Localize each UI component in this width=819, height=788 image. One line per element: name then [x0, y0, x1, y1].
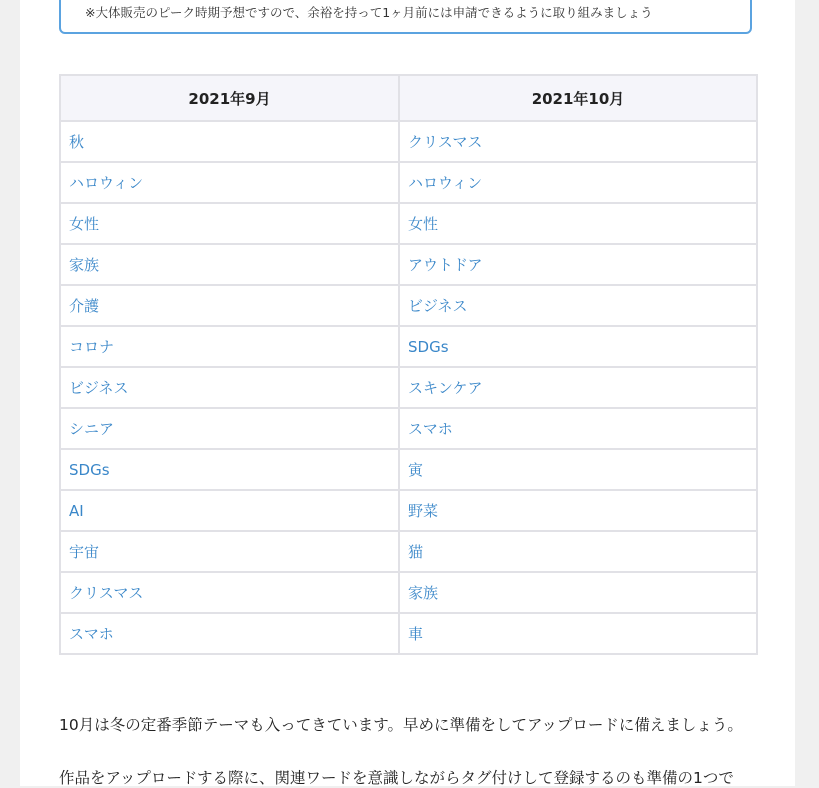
table-cell — [399, 490, 757, 531]
table-cell — [399, 121, 757, 162]
table-cell — [60, 285, 399, 326]
table-row — [60, 572, 757, 613]
table-cell — [399, 613, 757, 654]
keyword-link[interactable]: ハロウィン — [69, 174, 144, 192]
keyword-link[interactable]: ビジネス — [69, 379, 129, 397]
table-cell — [60, 531, 399, 572]
keyword-link[interactable]: 野菜 — [408, 502, 439, 520]
table-cell — [399, 162, 757, 203]
table-cell — [399, 244, 757, 285]
keyword-link[interactable]: SDGs — [69, 460, 110, 479]
table-cell — [60, 162, 399, 203]
keyword-link[interactable]: ビジネス — [408, 297, 468, 315]
keyword-link[interactable]: クリスマス — [408, 133, 483, 151]
table-row — [60, 490, 757, 531]
notice-box — [59, 0, 752, 34]
table-row — [60, 367, 757, 408]
keyword-link[interactable]: コロナ — [69, 338, 115, 356]
table-cell — [399, 367, 757, 408]
keyword-table — [59, 74, 758, 655]
keyword-link[interactable]: 車 — [408, 625, 424, 643]
table-cell — [60, 244, 399, 285]
keyword-link[interactable]: 寅 — [408, 461, 424, 479]
keyword-link[interactable]: スマホ — [69, 625, 114, 643]
table-row — [60, 244, 757, 285]
table-cell — [60, 449, 399, 490]
notice-text: ※大体販売のピーク時期予想ですので、余裕を持って1ヶ月前には申請できるように取り組みましょう — [85, 5, 653, 20]
table-row — [60, 408, 757, 449]
column-header-oct: 2021年10月 — [399, 75, 757, 121]
keyword-link[interactable]: アウトドア — [408, 256, 483, 274]
body-paragraph: 作品をアップロードする際に、関連ワードを意識しながらタグ付けして登録するのも準備の1つで — [59, 769, 734, 787]
table-cell — [399, 449, 757, 490]
keyword-link[interactable]: クリスマス — [69, 584, 144, 602]
table-cell — [399, 572, 757, 613]
keyword-link[interactable]: 女性 — [408, 215, 439, 233]
table-row — [60, 449, 757, 490]
table-cell — [60, 490, 399, 531]
table-row — [60, 162, 757, 203]
table-row — [60, 326, 757, 367]
table-cell — [60, 326, 399, 367]
table-cell — [399, 531, 757, 572]
keyword-link[interactable]: 宇宙 — [69, 543, 100, 561]
body-paragraph: 10月は冬の定番季節テーマも入ってきています。早めに準備をしてアップロードに備えましょう。 — [59, 716, 743, 734]
keyword-link[interactable]: 介護 — [69, 297, 100, 315]
table-cell — [60, 203, 399, 244]
article-content — [20, 0, 795, 786]
keyword-link[interactable]: ハロウィン — [408, 174, 483, 192]
keyword-link[interactable]: 秋 — [69, 133, 85, 151]
table-cell — [60, 408, 399, 449]
table-cell — [399, 203, 757, 244]
keyword-link[interactable]: SDGs — [408, 337, 449, 356]
table-row — [60, 613, 757, 654]
table-row — [60, 285, 757, 326]
keyword-link[interactable]: スマホ — [408, 420, 453, 438]
column-header-sep: 2021年9月 — [60, 75, 399, 121]
keyword-link[interactable]: 家族 — [69, 256, 100, 274]
keyword-link[interactable]: 女性 — [69, 215, 100, 233]
keyword-link[interactable]: 猫 — [408, 543, 424, 561]
keyword-link[interactable]: AI — [69, 501, 84, 520]
keyword-link[interactable]: スキンケア — [408, 379, 483, 397]
table-row — [60, 121, 757, 162]
table-row — [60, 531, 757, 572]
table-cell — [60, 572, 399, 613]
table-cell — [60, 367, 399, 408]
keyword-link[interactable]: シニア — [69, 420, 115, 438]
table-cell — [399, 408, 757, 449]
table-row — [60, 203, 757, 244]
table-cell — [60, 613, 399, 654]
table-header-row — [60, 75, 757, 121]
keyword-link[interactable]: 家族 — [408, 584, 439, 602]
table-cell — [60, 121, 399, 162]
table-cell — [399, 285, 757, 326]
table-cell — [399, 326, 757, 367]
